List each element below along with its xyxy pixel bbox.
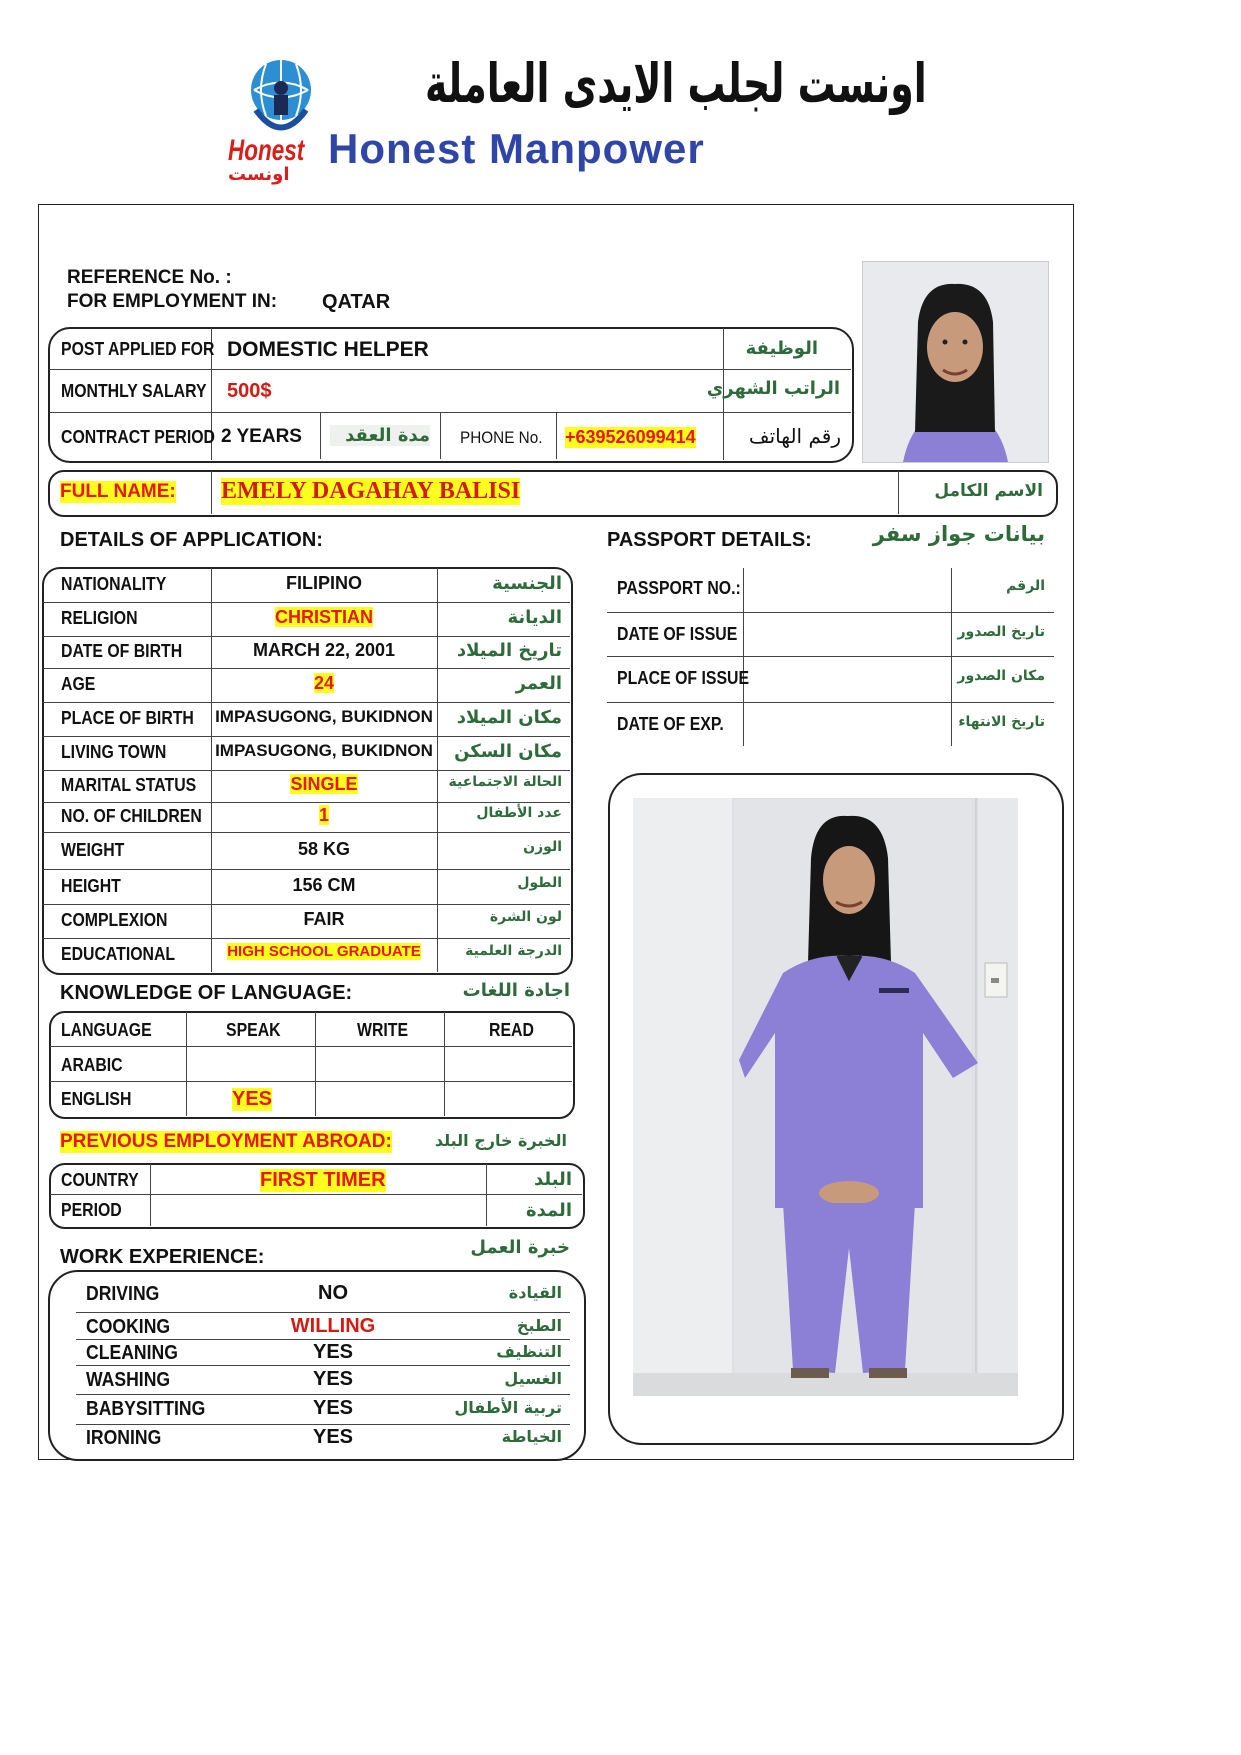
detail-arabic: العمر [515, 673, 562, 694]
detail-label: RELIGION [61, 608, 138, 628]
detail-value: MARCH 22, 2001 [252, 640, 396, 660]
detail-arabic: الحالة الاجتماعية [448, 774, 562, 790]
passport-arabic: مكان الصدور [957, 668, 1045, 684]
detail-value: 156 CM [292, 874, 356, 895]
company-name: Honest Manpower [328, 125, 705, 172]
english-speak-value: YES [232, 1088, 273, 1110]
language-header-speak: SPEAK [226, 1020, 281, 1040]
passport-arabic: تاريخ الصدور [957, 624, 1045, 640]
language-header-read: READ [489, 1020, 534, 1040]
detail-label: DATE OF BIRTH [61, 641, 183, 661]
work-value: YES [312, 1426, 354, 1448]
previous-title-arabic: الخبرة خارج البلد [434, 1131, 567, 1150]
work-title: WORK EXPERIENCE: [60, 1246, 265, 1268]
post-value: DOMESTIC HELPER [227, 338, 429, 361]
detail-label: PLACE OF BIRTH [61, 708, 194, 728]
passport-title-arabic: بيانات جواز سفر [872, 522, 1045, 546]
detail-value: IMPASUGONG, BUKIDNON [215, 741, 433, 760]
detail-value: FAIR [303, 909, 345, 929]
contract-arabic: مدة العقد [330, 425, 430, 446]
phone-arabic: رقم الهاتف [748, 424, 841, 448]
work-label: DRIVING [86, 1283, 160, 1305]
detail-value: CHRISTIAN [275, 607, 373, 627]
full-body-photo [633, 798, 1018, 1396]
detail-arabic: مكان الميلاد [456, 707, 562, 728]
salary-value: 500$ [227, 380, 272, 402]
detail-label: EDUCATIONAL [61, 943, 176, 964]
previous-title: PREVIOUS EMPLOYMENT ABROAD: [60, 1131, 392, 1152]
language-title-arabic: اجادة اللغات [462, 980, 570, 1001]
work-label: COOKING [86, 1316, 171, 1338]
work-value: NO [318, 1282, 348, 1304]
country-arabic: البلد [533, 1169, 572, 1190]
detail-value: 58 KG [297, 838, 351, 859]
passport-label: DATE OF ISSUE [617, 624, 738, 644]
full-name-value: EMELY DAGAHAY BALISI [221, 478, 521, 504]
logo-text-arabic: اونست [228, 164, 290, 185]
detail-arabic: الجنسية [492, 573, 562, 594]
detail-label: AGE [61, 674, 96, 694]
passport-label: DATE OF EXP. [617, 714, 724, 734]
country-value: FIRST TIMER [260, 1169, 386, 1191]
detail-label: LIVING TOWN [61, 742, 167, 762]
details-title: DETAILS OF APPLICATION: [60, 529, 323, 551]
work-title-arabic: خبرة العمل [470, 1237, 570, 1258]
employment-country: QATAR [322, 291, 391, 313]
work-arabic: الغسيل [504, 1369, 562, 1388]
work-label: CLEANING [86, 1342, 178, 1364]
passport-label: PASSPORT NO.: [617, 578, 741, 598]
period-arabic: المدة [525, 1200, 572, 1221]
passport-label: PLACE OF ISSUE [617, 668, 750, 688]
detail-value: FILIPINO [286, 573, 362, 593]
detail-value: 24 [313, 673, 335, 693]
detail-label: NO. OF CHILDREN [61, 806, 202, 826]
detail-label: COMPLEXION [61, 910, 168, 930]
contract-value: 2 YEARS [221, 426, 302, 447]
detail-label: NATIONALITY [61, 574, 167, 594]
passport-arabic: الرقم [1006, 578, 1045, 594]
portrait-photo [862, 261, 1049, 463]
language-header-language: LANGUAGE [61, 1020, 152, 1040]
detail-arabic: عدد الأطفال [476, 805, 562, 821]
work-value: WILLING [290, 1315, 376, 1337]
detail-label: HEIGHT [61, 875, 121, 896]
company-name-arabic: اونست لجلب الايدى العاملة [425, 52, 927, 115]
language-row-english: ENGLISH [61, 1089, 132, 1109]
work-label: BABYSITTING [86, 1398, 206, 1420]
detail-label: MARITAL STATUS [61, 775, 197, 795]
detail-label: WEIGHT [61, 839, 125, 860]
language-title: KNOWLEDGE OF LANGUAGE: [60, 982, 353, 1004]
logo-text: Honest [228, 134, 305, 167]
work-value: YES [312, 1368, 354, 1390]
work-arabic: الخياطة [501, 1427, 562, 1446]
phone-value: +639526099414 [565, 427, 696, 447]
work-label: IRONING [86, 1427, 162, 1449]
full-name-arabic: الاسم الكامل [934, 481, 1043, 501]
detail-arabic: الديانة [507, 607, 562, 628]
phone-label: PHONE No. [460, 428, 543, 447]
reference-label: REFERENCE No. : [67, 267, 232, 288]
detail-value: 1 [318, 805, 329, 825]
detail-value: HIGH SCHOOL GRADUATE [227, 942, 421, 960]
detail-value: IMPASUGONG, BUKIDNON [215, 707, 433, 726]
employment-label: FOR EMPLOYMENT IN: [67, 291, 278, 312]
full-name-label: FULL NAME: [60, 481, 176, 502]
salary-arabic: الراتب الشهري [706, 378, 840, 399]
detail-value: SINGLE [290, 774, 358, 794]
detail-arabic: الدرجة العلمية [465, 942, 562, 959]
detail-arabic: الطول [517, 874, 562, 891]
post-arabic: الوظيفة [745, 338, 818, 359]
post-label: POST APPLIED FOR [61, 339, 215, 359]
work-arabic: القيادة [508, 1283, 562, 1302]
work-value: YES [312, 1397, 354, 1419]
language-header-write: WRITE [357, 1020, 409, 1040]
work-arabic: التنظيف [496, 1342, 562, 1361]
period-label: PERIOD [61, 1200, 122, 1220]
contract-label: CONTRACT PERIOD [61, 427, 215, 447]
work-arabic: تربية الأطفال [454, 1398, 562, 1417]
passport-title: PASSPORT DETAILS: [607, 529, 812, 551]
work-arabic: الطبخ [516, 1316, 562, 1335]
work-value: YES [312, 1341, 354, 1363]
salary-label: MONTHLY SALARY [61, 381, 207, 401]
detail-arabic: تاريخ الميلاد [456, 640, 562, 661]
language-row-arabic: ARABIC [61, 1055, 123, 1075]
detail-arabic: مكان السكن [454, 741, 562, 762]
country-label: COUNTRY [61, 1170, 139, 1190]
detail-arabic: لون الشرة [489, 909, 562, 925]
passport-arabic: تاريخ الانتهاء [958, 714, 1045, 730]
work-label: WASHING [86, 1369, 171, 1391]
detail-arabic: الوزن [523, 838, 562, 855]
